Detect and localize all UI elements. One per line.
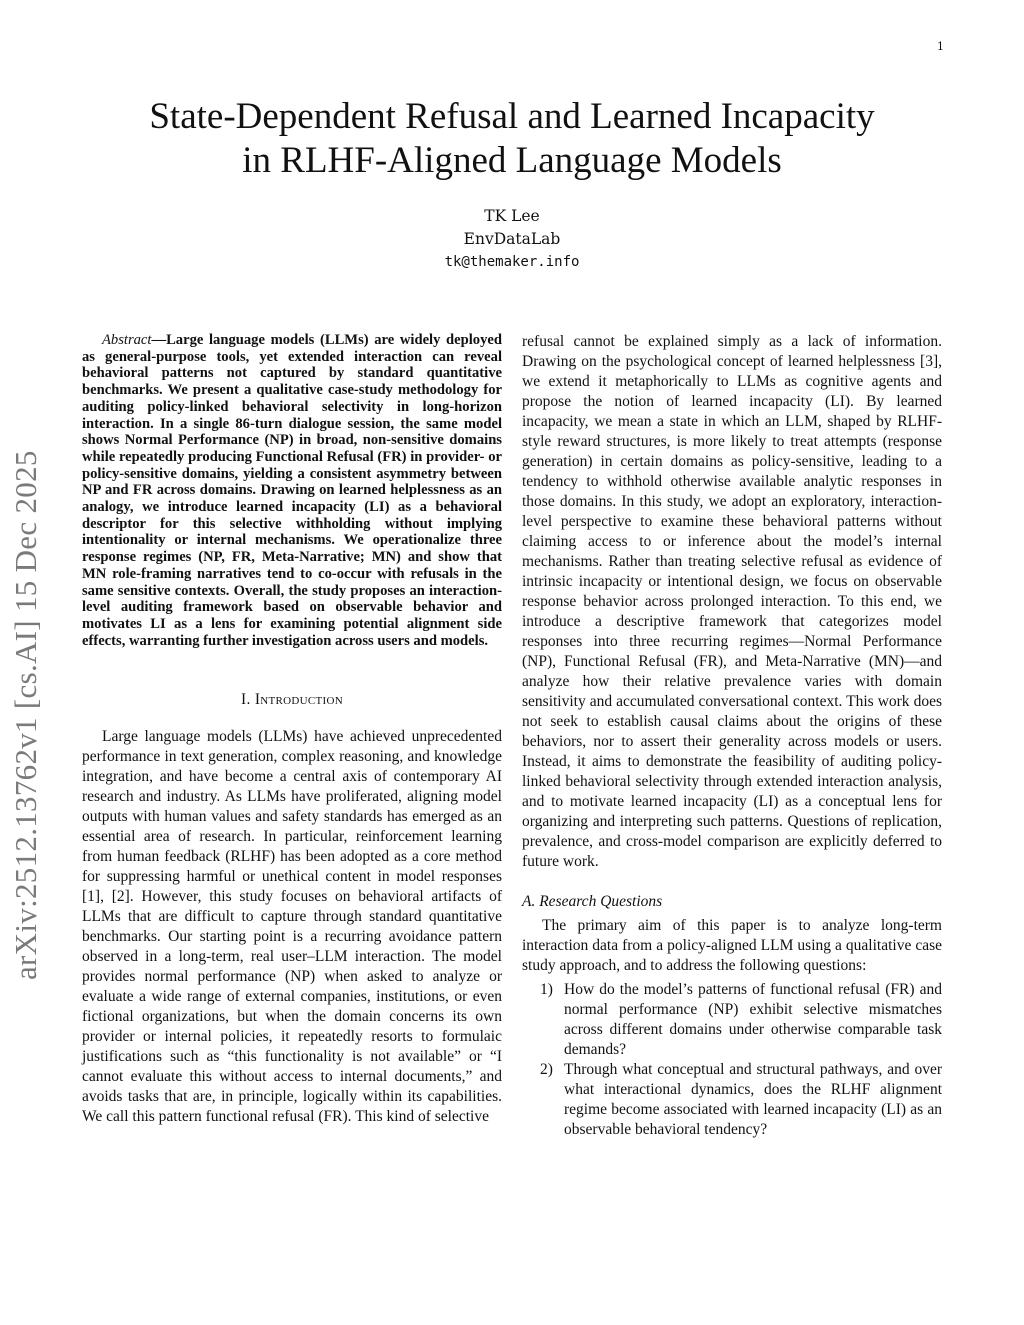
list-item-text: How do the model’s patterns of functional refusal (FR) and normal performance (NP) exhibit selective mismatches across different domains under otherwise comparable task demands?	[564, 981, 942, 1058]
left-column	[82, 332, 502, 1127]
intro-paragraph-1: Large language models (LLMs) have achieved unprecedented performance in text generation, complex reasoning, and knowledge integration, and have become a central axis of contemporary AI research and industry. As LLMs have proliferated, aligning model outputs with human values and safety standards has emerged as an essential area of research. In particular, reinforcement learning from human feedback (RLHF) has been adopted as a core method for suppressing harmful or unethical content in model responses [1], [2]. However, this study focuses on behavioral artifacts of LLMs that are difficult to capture through standard quantitative benchmarks. Our starting point is a recurring avoidance pattern observed in a long-term, real user–LLM interaction. The model provides normal performance (NP) when asked to analyze or evaluate a wide range of external companies, institutions, or even fictional organizations, but when the domain concerns its own provider or internal policies, it repeatedly resorts to formulaic justifications such as “this functionality is not available” or “I cannot evaluate this without access to internal documents,” and avoids tasks that are, in principle, logically within its capabilities. We call this pattern functional refusal (FR). This kind of selective	[82, 728, 502, 1126]
abstract-lead: Abstract	[102, 332, 152, 348]
list-item-number: 2)	[540, 1061, 553, 1078]
paper-title	[0, 95, 1024, 183]
intro-paragraph-1-continued: refusal cannot be explained simply as a lack of information. Drawing on the psychological concept of learned helplessness [3], we extend it metaphorically to LLMs as cognitive agents and propose the notion of learned incapacity (LI). By learned incapacity, we mean a state in which an LLM, shaped by RLHF-style reward structures, is more likely to treat attempts (response generation) in certain domains as policy-sensitive, leading to a tendency to withhold otherwise available analytic responses in those domains. In this study, we adopt an exploratory, interaction-level perspective to examine these behavioral patterns without claiming access to or inference about the model’s internal mechanisms. Rather than treating selective refusal as evidence of intrinsic incapacity or intentional design, we focus on observable response behavior across prolonged interaction. To this end, we introduce a descriptive framework that categorizes model responses into three recurring regimes—Normal Performance (NP), Functional Refusal (FR), and Meta-Narrative (MN)—and analyze how their relative prevalence varies with domain sensitivity and accumulated conversational context. This work does not seek to establish causal claims about the origins of these behaviors, nor to assert their generality across models or users. Instead, it aims to demonstrate the feasibility of auditing policy-linked behavioral selectivity through extended interaction analysis, and to motivate learned incapacity (LI) as a conceptual lens for organizing and interpreting such patterns. Questions of replication, prevalence, and cross-model comparison are explicitly deferred to future work.	[522, 333, 942, 870]
author-email[interactable]: tk@themaker.info	[444, 254, 580, 270]
research-questions-list	[522, 980, 942, 1140]
page-number: 1	[937, 40, 944, 53]
list-item	[522, 1060, 942, 1140]
research-questions-intro: The primary aim of this paper is to analyze long-term interaction data from a policy-aligned LLM using a qualitative case study approach, and to address the following questions:	[522, 917, 942, 974]
paper-header	[0, 95, 1024, 274]
title-line-2: in RLHF-Aligned Language Models	[242, 140, 782, 181]
author-name: TK Lee	[484, 207, 540, 225]
section-numeral: I.	[240, 691, 251, 709]
author-block	[0, 205, 1024, 274]
abstract-text: Large language models (LLMs) are widely deployed as general-purpose tools, yet extended interaction can reveal behavioral patterns not captured by standard quantitative benchmarks. We present a qualitative case-study methodology for auditing policy-linked behavioral selectivity in long-horizon interaction. In a single 86-turn dialogue session, the same model shows Normal Performance (NP) in broad, non-sensitive domains while repeatedly producing Functional Refusal (FR) in provider- or policy-sensitive domains, yielding a consistent asymmetry between NP and FR across domains. Drawing on learned helplessness as an analogy, we introduce learned incapacity (LI) as a behavioral descriptor for this selective withholding without implying intentionality or internal mechanisms. We operationalize three response regimes (NP, FR, Meta-Narrative; MN) and show that MN role-framing narratives tend to co-occur with refusals in the same sensitive contexts. Overall, the study proposes an interaction-level auditing framework based on observable behavior and motivates LI as a lens for examining potential alignment side effects, warranting further investigation across users and models.	[82, 332, 502, 649]
author-affiliation: EnvDataLab	[463, 230, 561, 248]
subsection-heading-research-questions: A. Research Questions	[522, 893, 663, 910]
list-item-number: 1)	[540, 981, 553, 998]
arxiv-identifier-stamp: arXiv:2512.13762v1 [cs.AI] 15 Dec 2025	[8, 450, 43, 980]
abstract-dash: —	[151, 332, 167, 348]
section-heading-introduction	[82, 690, 502, 710]
list-item-text: Through what conceptual and structural pathways, and over what interactional dynamics, does the RLHF alignment regime become associated with learned incapacity (LI) as an observable behavioral tendency?	[564, 1061, 942, 1138]
section-title: Introduction	[254, 691, 344, 709]
list-item	[522, 980, 942, 1060]
right-column	[522, 332, 942, 1140]
abstract	[82, 332, 502, 649]
title-line-1: State-Dependent Refusal and Learned Incapacity	[149, 96, 875, 137]
